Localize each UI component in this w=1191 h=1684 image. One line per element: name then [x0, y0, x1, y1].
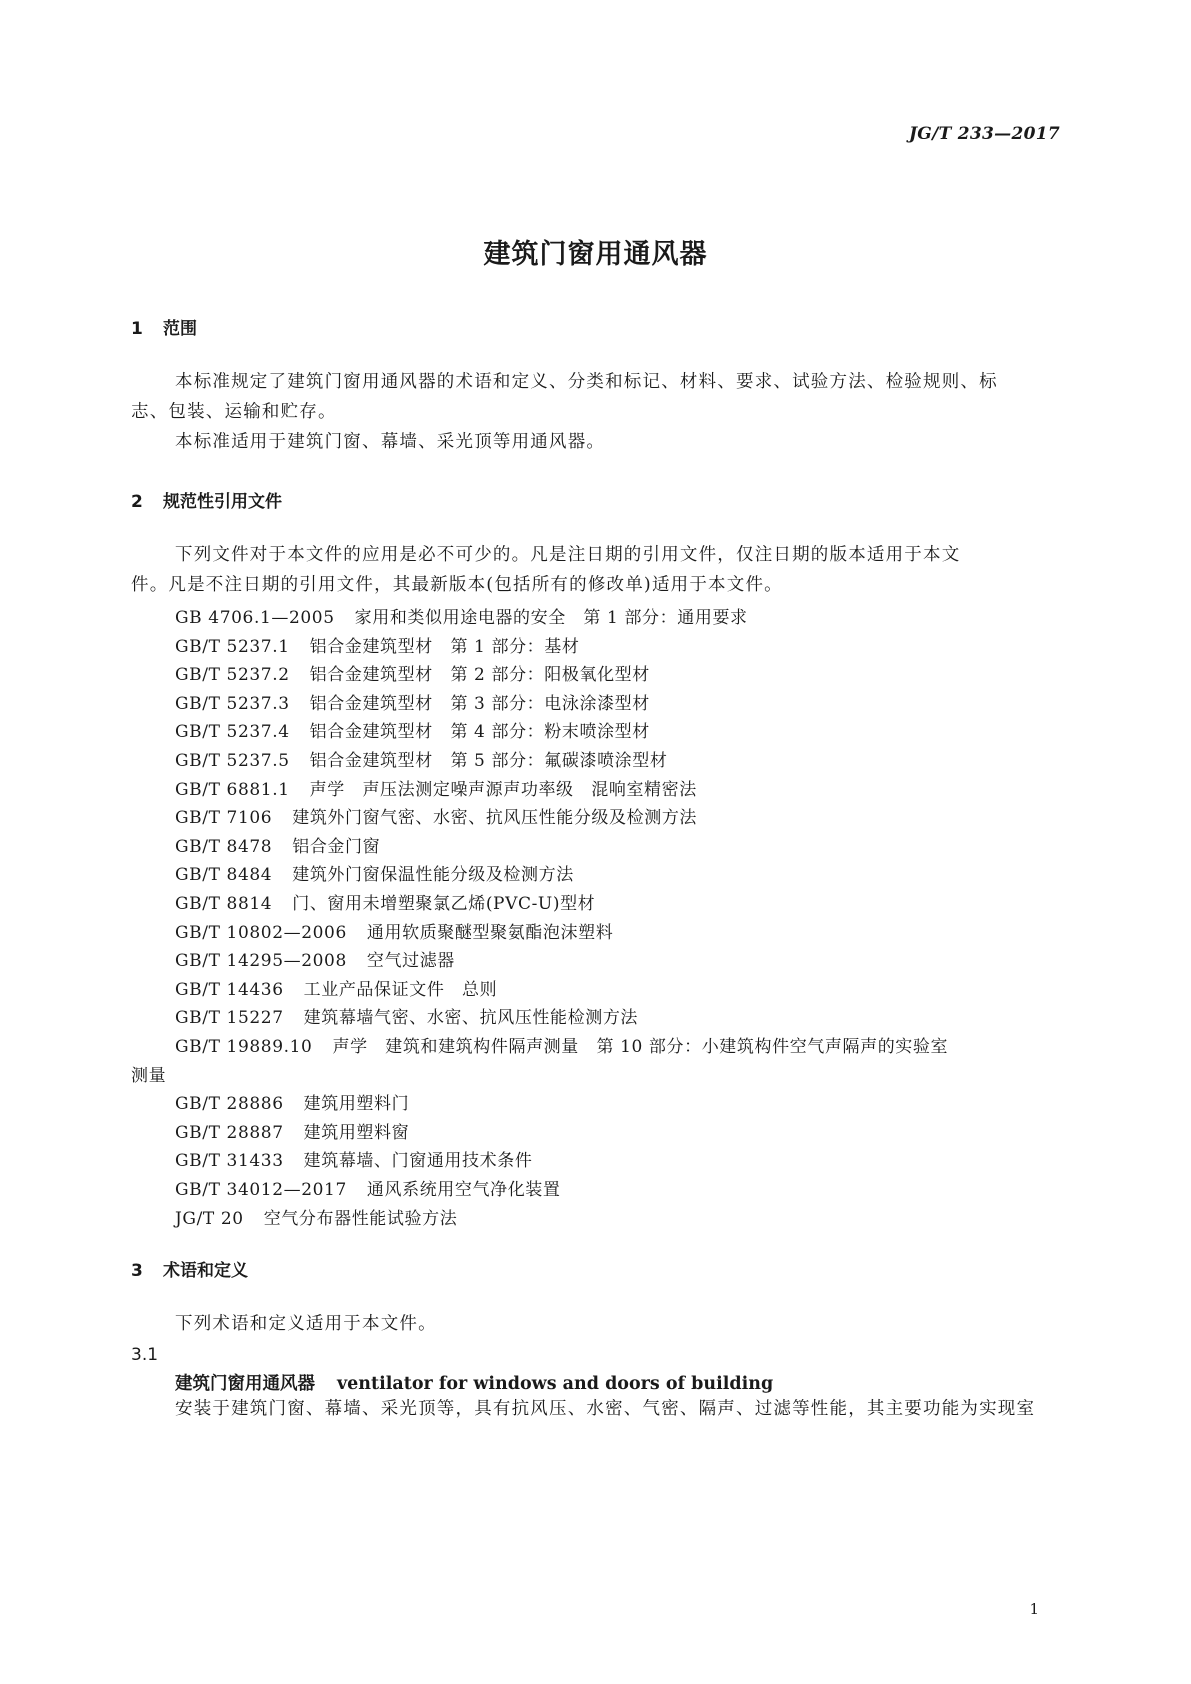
reference-title: 建筑幕墙气密、水密、抗风压性能检测方法	[303, 1008, 639, 1029]
term-number: 3.1	[131, 1345, 159, 1365]
reference-code: GB/T 15227	[175, 1008, 284, 1029]
reference-code: GB/T 28887	[175, 1122, 284, 1143]
reference-title: 建筑外门窗保温性能分级及检测方法	[292, 865, 574, 886]
reference-item	[175, 975, 497, 1000]
reference-title: 空气过滤器	[366, 951, 455, 972]
reference-continuation: 测量	[131, 1065, 167, 1086]
section-title: 规范性引用文件	[163, 492, 282, 512]
reference-code: JG/T 20	[175, 1208, 244, 1229]
reference-item	[175, 603, 748, 628]
reference-title: 铝合金建筑型材 第 1 部分：基材	[309, 636, 580, 657]
reference-title: 建筑幕墙、门窗通用技术条件	[303, 1151, 533, 1172]
reference-code: GB/T 8478	[175, 836, 273, 857]
reference-item	[175, 1003, 638, 1028]
reference-item	[175, 746, 667, 771]
paragraph: 本标准适用于建筑门窗、幕墙、采光顶等用通风器。	[175, 432, 606, 452]
term-definition: 安装于建筑门窗、幕墙、采光顶等，具有抗风压、水密、气密、隔声、过滤等性能，其主要功能为实现室	[175, 1399, 1036, 1419]
reference-title: 建筑外门窗气密、水密、抗风压性能分级及检测方法	[292, 808, 698, 829]
section-heading-2	[131, 487, 282, 512]
reference-title: 空气分布器性能试验方法	[263, 1208, 458, 1229]
reference-title: 声学 声压法测定噪声源声功率级 混响室精密法	[309, 779, 697, 800]
reference-title: 铝合金建筑型材 第 2 部分：阳极氧化型材	[309, 665, 650, 686]
reference-title: 工业产品保证文件 总则	[303, 979, 498, 1000]
reference-title: 铝合金建筑型材 第 5 部分：氟碳漆喷涂型材	[309, 751, 668, 771]
reference-item	[175, 717, 650, 742]
reference-item	[175, 1118, 409, 1143]
reference-code: GB/T 14295—2008	[175, 951, 347, 972]
reference-title: 建筑用塑料门	[303, 1094, 410, 1115]
reference-title: 通风系统用空气净化装置	[366, 1180, 561, 1200]
reference-item	[175, 1146, 532, 1171]
reference-item	[175, 889, 595, 914]
reference-item	[175, 689, 650, 714]
reference-item	[175, 1032, 948, 1057]
standard-code: JG/T 233—2017	[908, 124, 1060, 144]
reference-title: 铝合金建筑型材 第 4 部分：粉末喷涂型材	[309, 722, 650, 743]
reference-code: GB/T 7106	[175, 808, 273, 829]
reference-item	[175, 1089, 409, 1114]
term-entry	[175, 1370, 773, 1395]
reference-item	[175, 1175, 561, 1200]
reference-item	[175, 660, 650, 685]
section-heading-1	[131, 314, 197, 339]
page-number: 1	[1029, 1600, 1039, 1618]
reference-code: GB/T 5237.1	[175, 636, 290, 657]
section-heading-3	[131, 1256, 248, 1281]
reference-code: GB/T 28886	[175, 1094, 284, 1115]
reference-title: 铝合金门窗	[292, 836, 381, 857]
reference-title: 通用软质聚醚型聚氨酯泡沫塑料	[366, 922, 614, 943]
reference-item	[175, 775, 697, 800]
paragraph: 下列术语和定义适用于本文件。	[175, 1314, 437, 1334]
section-title: 范围	[163, 319, 197, 339]
reference-code: GB/T 14436	[175, 979, 284, 1000]
reference-item	[175, 832, 380, 857]
reference-item	[175, 1204, 457, 1229]
paragraph: 本标准规定了建筑门窗用通风器的术语和定义、分类和标记、材料、要求、试验方法、检验规则、标	[175, 372, 998, 392]
paragraph: 下列文件对于本文件的应用是必不可少的。凡是注日期的引用文件，仅注日期的版本适用于本文	[175, 545, 961, 565]
section-title: 术语和定义	[163, 1261, 248, 1281]
reference-code: GB/T 6881.1	[175, 779, 290, 800]
reference-code: GB/T 10802—2006	[175, 922, 347, 943]
reference-title: 家用和类似用途电器的安全 第 1 部分：通用要求	[354, 608, 748, 628]
reference-item	[175, 803, 697, 828]
term-english: ventilator for windows and doors of building	[337, 1374, 774, 1394]
reference-code: GB/T 31433	[175, 1151, 284, 1172]
reference-code: GB/T 5237.5	[175, 751, 290, 771]
reference-code: GB/T 5237.3	[175, 693, 290, 714]
reference-item	[175, 860, 574, 885]
reference-code: GB 4706.1—2005	[175, 608, 335, 628]
reference-item	[175, 632, 579, 657]
reference-title: 铝合金建筑型材 第 3 部分：电泳涂漆型材	[309, 693, 650, 714]
reference-item	[175, 918, 613, 943]
term-chinese: 建筑门窗用通风器	[175, 1374, 315, 1394]
reference-title: 建筑用塑料窗	[303, 1122, 410, 1143]
reference-item	[175, 946, 455, 971]
paragraph: 件。凡是不注日期的引用文件，其最新版本(包括所有的修改单)适用于本文件。	[131, 575, 783, 595]
reference-code: GB/T 8814	[175, 894, 273, 914]
reference-code: GB/T 5237.2	[175, 665, 290, 686]
section-number: 3	[131, 1261, 143, 1281]
reference-title: 声学 建筑和建筑构件隔声测量 第 10 部分：小建筑构件空气声隔声的实验室	[332, 1037, 949, 1057]
document-title: 建筑门窗用通风器	[483, 239, 708, 270]
reference-code: GB/T 8484	[175, 865, 273, 886]
reference-code: GB/T 34012—2017	[175, 1180, 347, 1200]
paragraph: 志、包装、运输和贮存。	[131, 402, 337, 422]
reference-code: GB/T 5237.4	[175, 722, 290, 743]
section-number: 2	[131, 492, 143, 512]
reference-code: GB/T 19889.10	[175, 1037, 313, 1057]
reference-title: 门、窗用未增塑聚氯乙烯(PVC-U)型材	[292, 894, 596, 914]
section-number: 1	[131, 319, 143, 339]
